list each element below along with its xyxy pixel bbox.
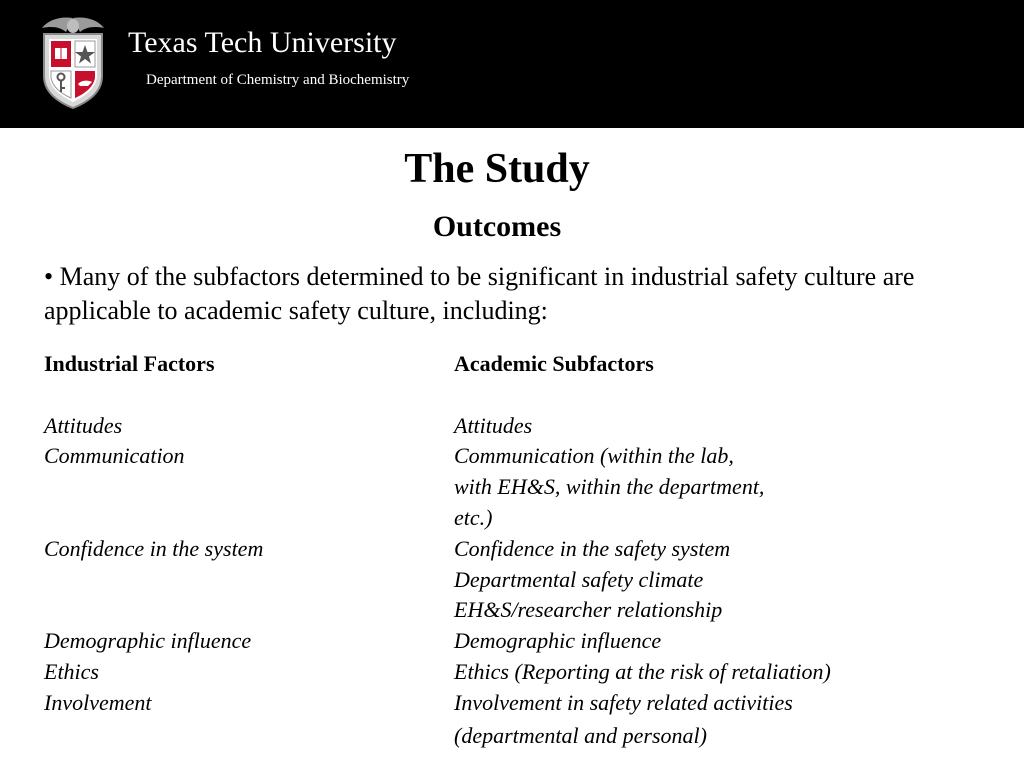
industrial-factor-spacer xyxy=(44,503,444,534)
academic-subfactor-item: Ethics (Reporting at the risk of retaliation) xyxy=(454,658,831,684)
bullet-paragraph: • Many of the subfactors determined to be significant in industrial safety culture are applicable to academic safety culture, including: xyxy=(44,262,915,325)
industrial-factor-item: Communication xyxy=(44,443,185,469)
academic-subfactor-item: Attitudes xyxy=(454,412,533,438)
academic-subfactors-column xyxy=(454,349,1014,752)
industrial-factor-item: Ethics xyxy=(44,658,99,684)
academic-subfactor-item: EH&S/researcher relationship xyxy=(454,597,723,623)
academic-subfactor-item: Involvement in safety related activities xyxy=(454,689,793,715)
department-name: Department of Chemistry and Biochemistry xyxy=(146,72,410,88)
industrial-factor-item: Involvement xyxy=(44,689,152,715)
academic-subfactor-item: Departmental safety climate xyxy=(454,566,704,592)
academic-subfactor-item: Communication (within the lab, xyxy=(454,443,734,469)
industrial-factors-header: Industrial Factors xyxy=(44,351,215,376)
page-title: The Study xyxy=(404,146,590,192)
page-subtitle: Outcomes xyxy=(432,210,562,243)
header-bar xyxy=(0,0,1024,128)
industrial-factors-column xyxy=(44,349,444,719)
industrial-factor-item: Confidence in the system xyxy=(44,535,264,561)
industrial-factor-spacer xyxy=(44,565,444,596)
academic-subfactor-item: etc.) xyxy=(454,504,493,530)
academic-subfactors-header: Academic Subfactors xyxy=(454,351,654,376)
academic-subfactor-item: (departmental and personal) xyxy=(454,722,707,748)
industrial-factor-item: Attitudes xyxy=(44,412,123,438)
industrial-factor-item: Demographic influence xyxy=(44,628,252,654)
academic-subfactor-item: Confidence in the safety system xyxy=(454,535,731,561)
academic-subfactor-item: with EH&S, within the department, xyxy=(454,474,765,500)
industrial-factor-spacer xyxy=(44,595,444,626)
university-name: Texas Tech University xyxy=(128,26,397,59)
industrial-factor-spacer xyxy=(44,472,444,503)
university-seal-icon xyxy=(38,14,108,110)
academic-subfactor-item: Demographic influence xyxy=(454,628,662,654)
